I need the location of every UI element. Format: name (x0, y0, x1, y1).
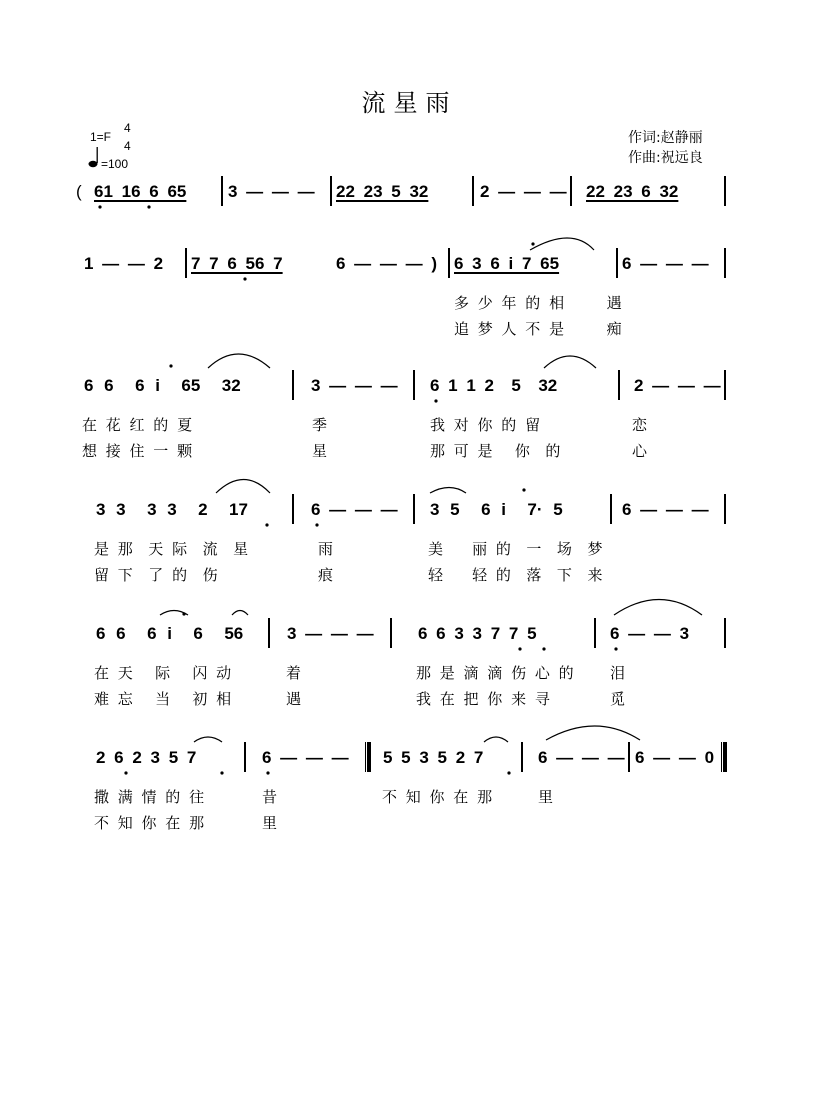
slur-11 (546, 726, 640, 740)
octave-dot (614, 647, 617, 650)
lyrics-line-1c: 我 对 你 的 留 (430, 416, 543, 434)
key-signature: 1=F (90, 130, 112, 144)
slur-9 (194, 737, 222, 742)
slur-7 (232, 611, 248, 616)
slur-5 (430, 488, 466, 494)
measure-2-3: 6 — — — ) (336, 254, 438, 273)
octave-dot (507, 771, 510, 774)
octave-dot (169, 364, 172, 367)
measure-5-2: 3 — — — (287, 624, 374, 643)
octave-dot (147, 205, 150, 208)
lyrics-line-1c: 不 知 你 在 那 (382, 788, 495, 806)
measure-1-4: 2 — — — (480, 182, 567, 201)
lyrics-line-1b: 季 (312, 416, 330, 434)
measure-6-1: 2 6 2 3 5 7 (96, 748, 197, 767)
measure-1-5: 22 23 6 32 (586, 182, 679, 201)
lyrics-line-1c: 那 是 滴 滴 伤 心 的 (416, 664, 576, 682)
measure-2-5: 6 — — — (622, 254, 709, 273)
lyrics-line-1b: 昔 (262, 788, 280, 806)
time-signature-bottom: 4 (124, 139, 131, 153)
slur-10 (484, 737, 508, 742)
time-signature-top: 4 (124, 121, 131, 135)
lyrics-line-1c: 美 丽 的 一 场 梦 (428, 540, 605, 558)
slur-4 (216, 480, 270, 494)
octave-dot (542, 647, 545, 650)
octave-dot (220, 771, 223, 774)
octave-dot (124, 771, 127, 774)
lyrics-line-1a: 在 天 际 闪 动 (94, 664, 234, 682)
slur-8 (614, 600, 702, 616)
measure-3-2: 3 — — — (311, 376, 398, 395)
measure-5-1: 6 6 6 i 6 56 (96, 624, 244, 643)
lyrics-line-2c: 那 可 是 你 的 (430, 442, 563, 460)
lyrics-line-2d: 觅 (610, 690, 628, 708)
measure-4-4: 6 — — — (622, 500, 709, 519)
lyrics-line-2b: 痕 (318, 566, 336, 584)
lyrics-line-1a: 在 花 红 的 夏 (82, 416, 195, 434)
octave-dot (266, 771, 269, 774)
lyrics-line-1a: 撒 满 情 的 往 (94, 788, 207, 806)
measure-3-3: 6 1 1 2 5 32 (430, 376, 558, 395)
measure-3-1: 6 6 6 i 65 32 (84, 376, 241, 395)
octave-dot (531, 242, 534, 245)
measure-6-2: 6 — — — (262, 748, 349, 767)
measure-1-1: 61 16 6 65 (94, 182, 187, 201)
lyrics-line-1a: 是 那 天 际 流 星 (94, 540, 251, 558)
measure-6-3: 5 5 3 5 2 7 (383, 748, 484, 767)
lyrics-line-2a: 想 接 住 一 颗 (82, 442, 195, 460)
octave-dot (315, 523, 318, 526)
octave-dot (434, 399, 437, 402)
lyrics-line-2c: 轻 轻 的 落 下 来 (428, 566, 605, 584)
measure-3-4: 2 — — — (634, 376, 721, 395)
measure-4-3: 3 5 6 i 7· 5 (430, 500, 563, 519)
lyrics-line-1b: 雨 (318, 540, 336, 558)
measure-4-1: 3 3 3 3 2 17 (96, 500, 248, 519)
lyrics-line-2a: 难 忘 当 初 相 (94, 690, 234, 708)
song-title: 流星雨 (361, 89, 458, 117)
lyrics-line-2: 追 梦 人 不 是 痴 (454, 320, 624, 338)
lyrics-line-2b: 星 (312, 442, 330, 460)
slur-1 (530, 238, 594, 250)
octave-dot (243, 277, 246, 280)
octave-dot (518, 647, 521, 650)
measure-5-4: 6 — — 3 (610, 624, 690, 643)
octave-dot (265, 523, 268, 526)
lyrics-line-2a: 不 知 你 在 那 (94, 814, 207, 832)
measure-4-2: 6 — — — (311, 500, 398, 519)
lyrics-line-2d: 心 (632, 442, 650, 460)
tempo-marking: =100 (101, 157, 129, 171)
measure-1-3: 22 23 5 32 (336, 182, 429, 201)
lyrics-line-2a: 留 下 了 的 伤 (94, 566, 220, 584)
lyrics-line-1d: 泪 (610, 664, 628, 682)
octave-dot (98, 205, 101, 208)
lyrics-line-1: 多 少 年 的 相 遇 (454, 294, 624, 312)
lyrics-line-2b: 遇 (286, 690, 304, 708)
composer: 作曲:祝远良 (628, 150, 703, 166)
measure-2-2: 7 7 6 56 7 (191, 254, 283, 273)
measure-5-3: 6 6 3 3 7 7 5 (418, 624, 537, 643)
lyrics-line-1b: 着 (286, 664, 304, 682)
measure-2-1: 1 — — 2 (84, 254, 164, 273)
lyrics-line-1d: 里 (538, 788, 556, 806)
lyrics-line-1d: 恋 (632, 416, 650, 434)
octave-dot (522, 488, 525, 491)
lyricist: 作词:赵静丽 (628, 130, 703, 146)
slur-2 (208, 354, 270, 368)
measure-6-4: 6 — — — (538, 748, 625, 767)
open-paren: ( (76, 182, 82, 201)
lyrics-line-2c: 我 在 把 你 来 寻 (416, 690, 552, 708)
measure-6-5: 6 — — 0 (635, 748, 715, 767)
measure-1-2: 3 — — — (228, 182, 315, 201)
lyrics-line-2b: 里 (262, 814, 280, 832)
octave-dot (182, 612, 185, 615)
slur-3 (544, 356, 596, 368)
measure-2-4: 6 3 6 i 7 65 (454, 254, 560, 273)
